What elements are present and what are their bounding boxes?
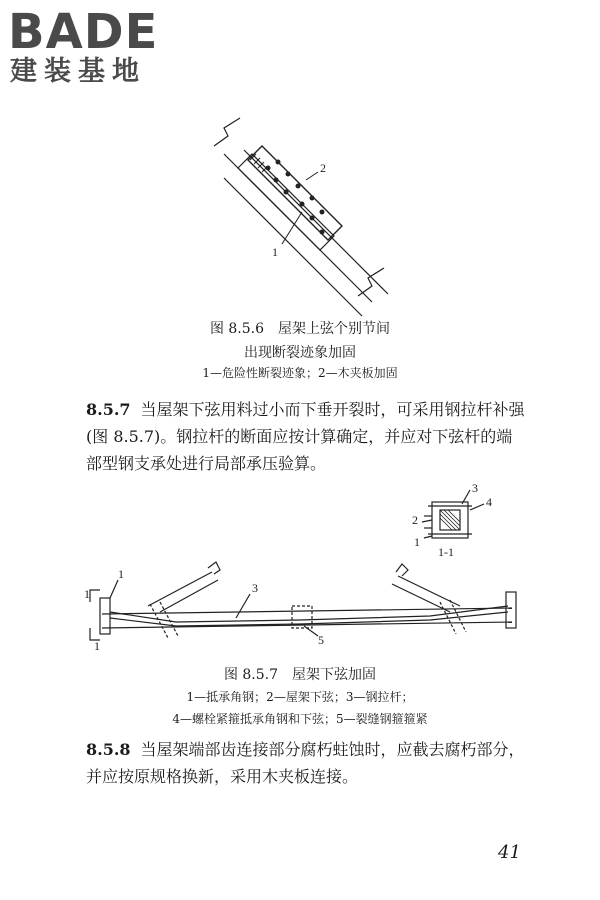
section-text: 当屋架端部齿连接部分腐朽蛀蚀时，应截去腐朽部分，并应按原规格换新，采用木夹板连接。 — [86, 740, 525, 786]
figure2-caption-legend2: 4—螺栓紧箍抵承角钢和下弦；5—裂缝钢箍箍紧 — [172, 712, 428, 726]
figure2-caption-title: 图 8.5.7 屋架下弦加固 — [223, 667, 377, 683]
section-8-5-8 — [86, 736, 526, 790]
logo-chinese-name: 建装基地 — [10, 56, 146, 87]
section-cut-label-top: 1 — [84, 587, 90, 601]
figure-8-5-6-drawing — [0, 0, 600, 320]
figure1-label-2: 2 — [320, 161, 326, 175]
section-number: 8.5.7 — [86, 400, 131, 419]
figure2-caption-legend1: 1—抵承角钢；2—屋架下弦；3—钢拉杆； — [186, 690, 414, 704]
figure2-label-5: 5 — [318, 633, 324, 647]
break-line-top — [214, 118, 240, 146]
figure-8-5-7-drawing — [0, 480, 600, 660]
figure1-caption-legend: 1—危险性断裂迹象；2—木夹板加固 — [202, 366, 398, 380]
left-bearing-angle — [100, 598, 110, 634]
crack-mark — [250, 154, 268, 172]
figure2-label-3-detail: 3 — [472, 481, 478, 495]
logo-wordmark: BADE — [8, 4, 159, 60]
section-text: 当屋架下弦用料过小而下垂开裂时，可采用钢拉杆补强(图 8.5.7)。钢拉杆的断面应按计算确定，并应对下弦杆的端部型钢支承处进行局部承压验算。 — [86, 400, 525, 473]
figure2-label-3: 3 — [252, 581, 258, 595]
figure2-label-2: 2 — [412, 513, 418, 527]
figure1-caption-title2: 出现断裂迹象加固 — [244, 345, 356, 361]
section-8-5-7 — [86, 396, 526, 477]
figure2-label-1-detail: 1 — [414, 535, 420, 549]
web-right-lower — [392, 584, 450, 612]
section-label: 1-1 — [438, 545, 454, 559]
section-number: 8.5.8 — [86, 740, 131, 759]
section-cut-label-bottom: 1 — [94, 639, 100, 653]
chord-inner-line — [244, 150, 388, 294]
figure1-caption-title: 图 8.5.6 屋架上弦个别节间 — [209, 321, 391, 337]
figure2-label-1: 1 — [118, 567, 124, 581]
figure2-label-4: 4 — [486, 495, 492, 509]
figure1-label-1: 1 — [272, 245, 278, 259]
splice-plate — [248, 146, 342, 240]
page-number: 41 — [498, 842, 521, 863]
